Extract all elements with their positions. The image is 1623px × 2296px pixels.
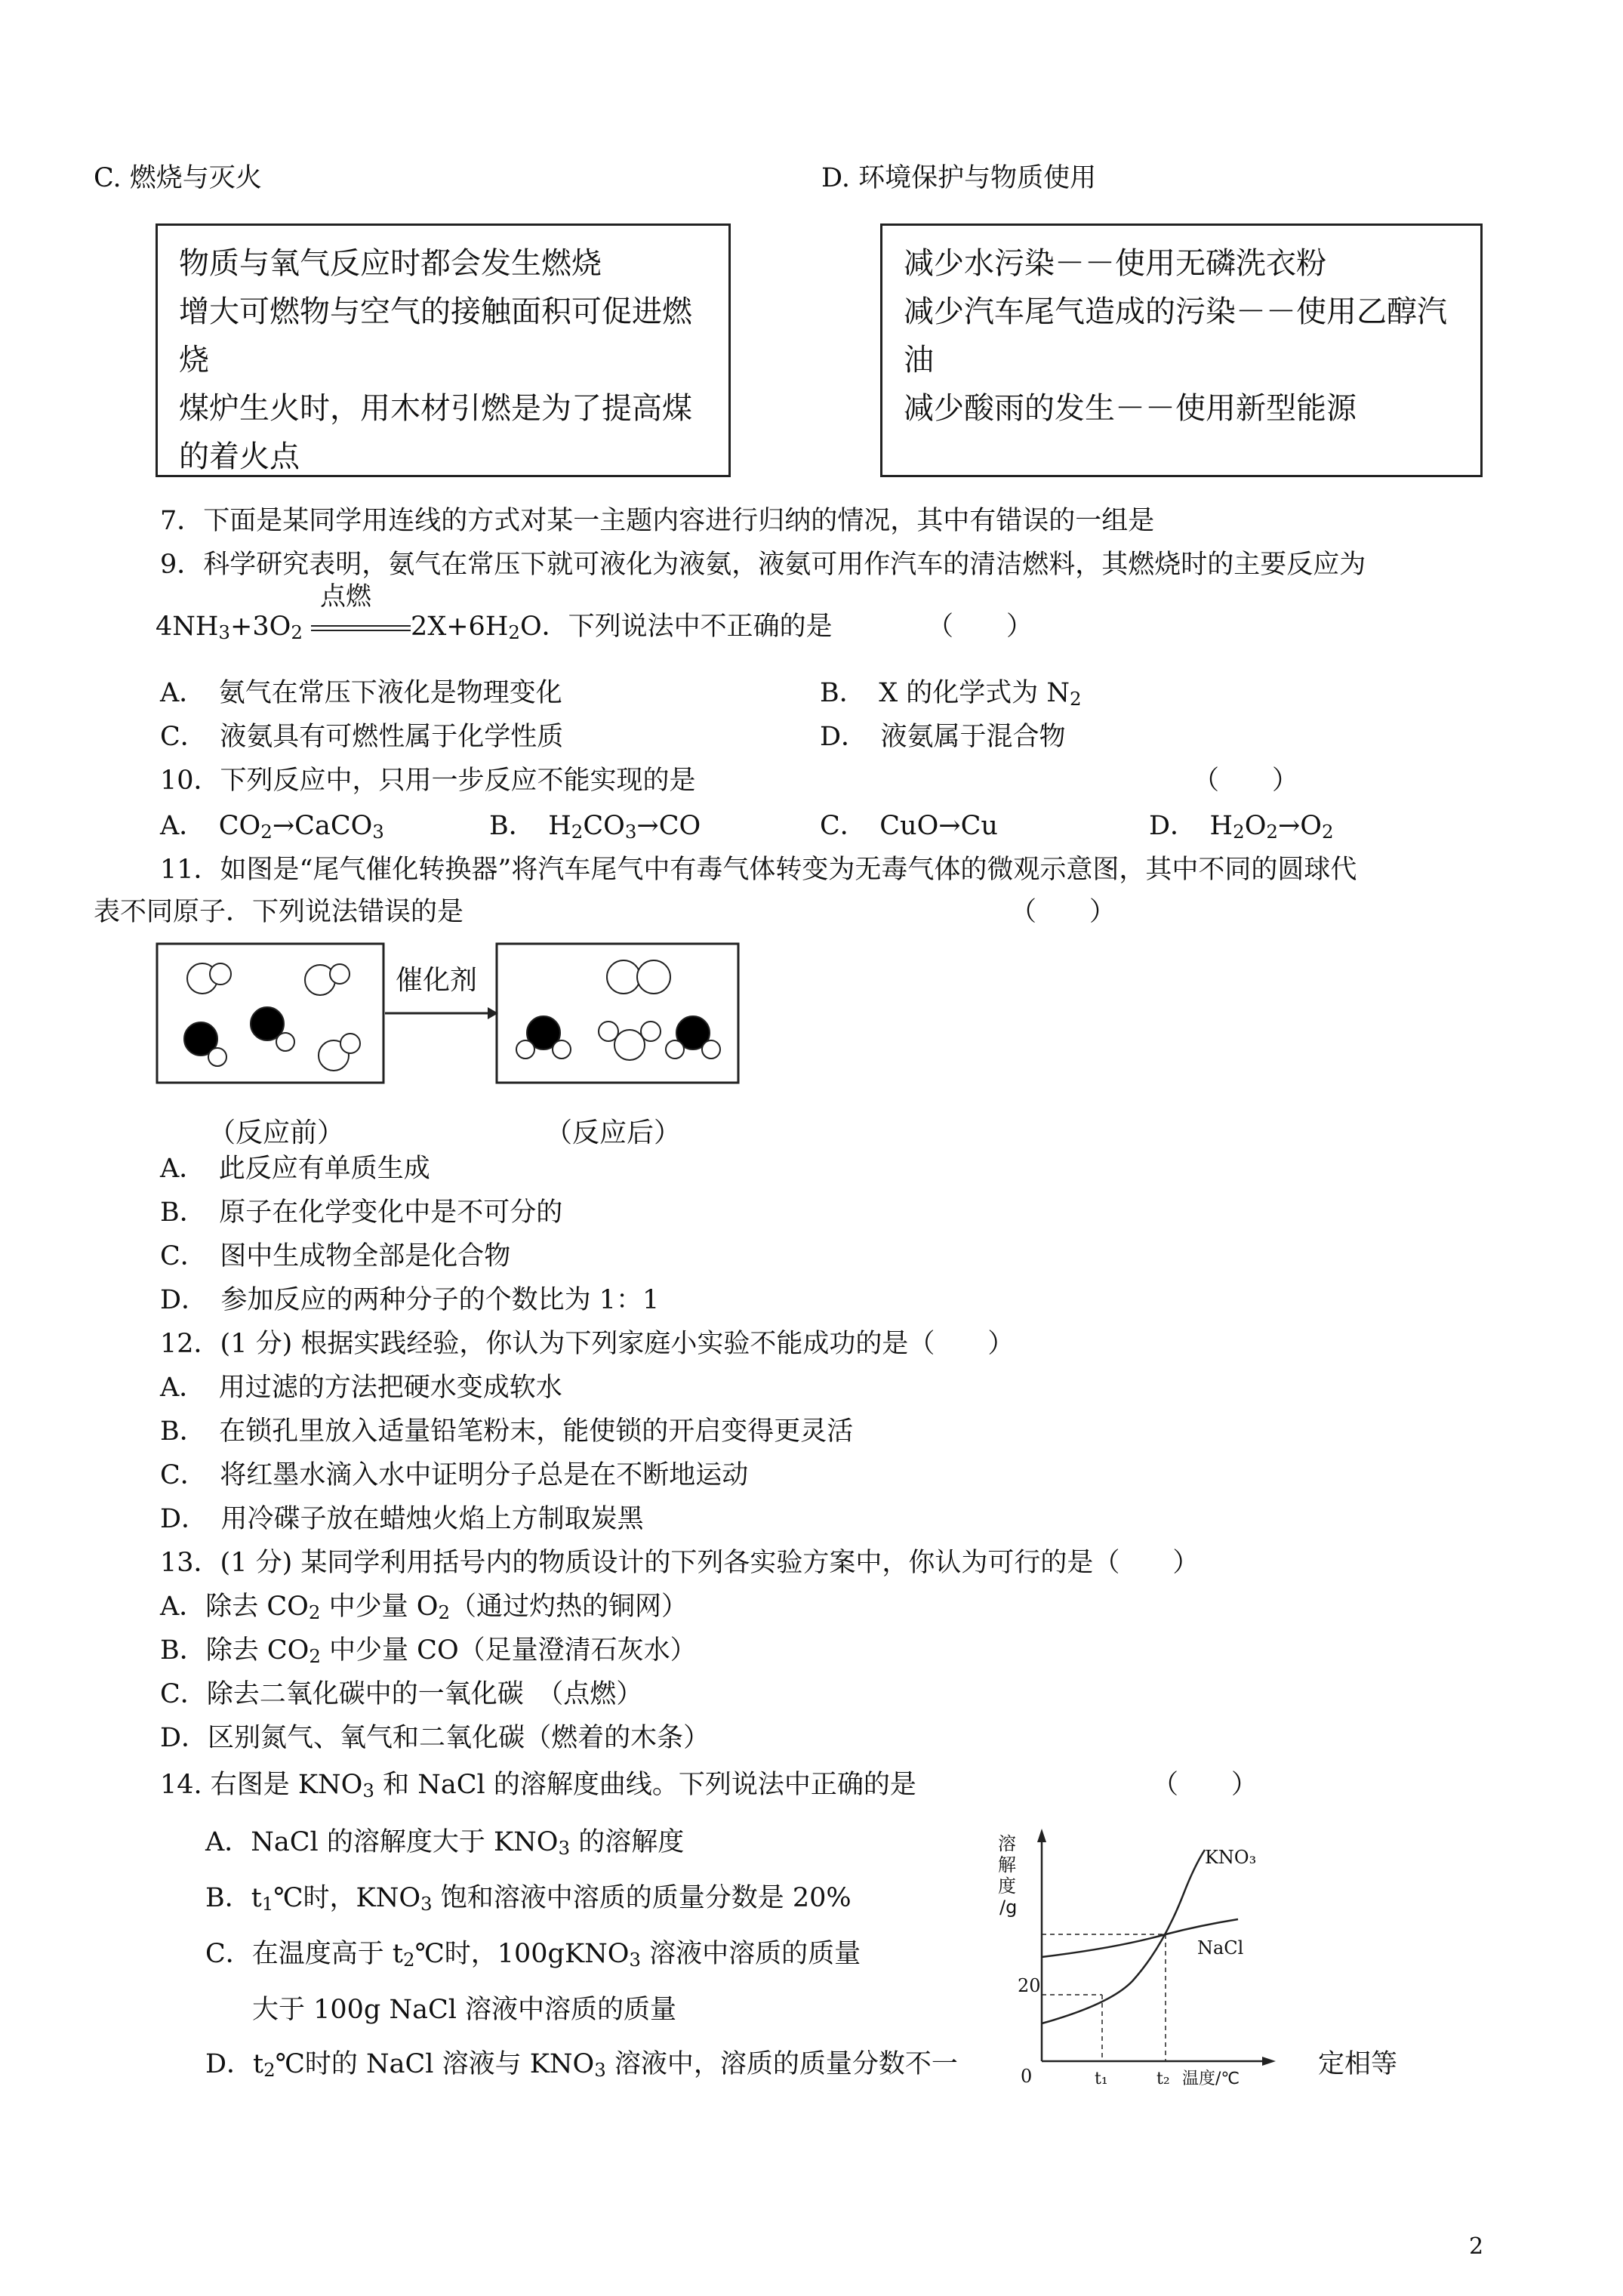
q10-option-c: C． CuO→Cu [820, 811, 998, 841]
kno3-curve [1042, 1850, 1205, 2023]
q11-line-2: 表不同原子．下列说法错误的是 [94, 897, 464, 927]
eq-nh3: 4NH [156, 612, 219, 642]
q14-option-d: D．t2℃时的 NaCl 溶液与 KNO3 溶液中，溶质的质量分数不一 [205, 2049, 958, 2081]
eq-o2: +3O [230, 612, 291, 642]
environment-box [880, 223, 1483, 477]
box-c-line-2: 增大可燃物与空气的接触面积可促进燃烧 [179, 294, 692, 378]
q13-text: 13．(1 分) 某同学利用括号内的物质设计的下列各实验方案中，你认为可行的是（ ） [160, 1548, 1200, 1578]
q10-paren: （ ） [1193, 766, 1299, 796]
box-d-line-1: 减少水污染－－使用无磷洗衣粉 [904, 246, 1326, 281]
q9-option-b-text: B． X 的化学式为 N [820, 678, 1070, 708]
q11-option-c: C． 图中生成物全部是化合物 [160, 1241, 511, 1271]
q14-c-2: ℃时，100gKNO [414, 1939, 630, 1969]
q13-a-3: （通过灼热的铜网） [450, 1592, 688, 1622]
y-tick-20: 20 [1018, 1975, 1041, 1996]
q14-b-1: B．t [205, 1883, 262, 1913]
eq-arrow [311, 581, 411, 643]
q10-b-2: CO [583, 811, 625, 841]
eq-question: O．下列说法中不正确的是 [519, 612, 833, 642]
q12-text: 12．(1 分) 根据实践经验，你认为下列家庭小实验不能成功的是（ ） [160, 1329, 1015, 1359]
q14-a-1: A．NaCl 的溶解度大于 KNO [205, 1827, 559, 1857]
q14-d-2: ℃时的 NaCl 溶液与 KNO [275, 2049, 595, 2079]
q13-option-b: B．除去 CO2 中少量 CO（足量澄清石灰水） [160, 1635, 697, 1667]
q9-option-c: C． 液氨具有可燃性属于化学性质 [160, 722, 564, 752]
q14-c-1: C．在温度高于 t [205, 1939, 403, 1969]
option-c-label: C. 燃烧与灭火 [94, 163, 262, 193]
q10-b-1: B． H [489, 811, 571, 841]
combustion-box [156, 223, 731, 477]
box-c-line-1: 物质与氧气反应时都会发生燃烧 [179, 246, 602, 281]
q14-option-b: B．t1℃时，KNO3 饱和溶液中溶质的质量分数是 20% [205, 1883, 852, 1915]
q13-b-1: B．除去 CO [160, 1635, 310, 1666]
q10-text: 10．下列反应中，只用一步反应不能实现的是 [160, 766, 696, 796]
q9-paren: （ ） [927, 612, 1033, 642]
q14-b-3: 饱和溶液中溶质的质量分数是 20% [432, 1883, 852, 1913]
q14-d-1: D．t [205, 2049, 264, 2079]
y-label-1: 溶 [998, 1833, 1016, 1854]
q14-paren: （ ） [1152, 1770, 1258, 1800]
q14-t-2: 和 NaCl 的溶解度曲线。下列说法中正确的是 [374, 1770, 916, 1800]
q10-option-d: D． H2O2→O2 [1149, 811, 1334, 843]
catalyst-label: 催化剂 [396, 965, 478, 996]
eq-products: 2X+6H [411, 612, 509, 642]
x-tick-t2: t₂ [1156, 2069, 1170, 2088]
q14-c-3: 溶液中溶质的质量 [641, 1939, 861, 1969]
box-d-line-2: 减少汽车尾气造成的污染－－使用乙醇汽油 [904, 294, 1447, 378]
q14-d-3: 溶液中，溶质的质量分数不一 [605, 2049, 958, 2079]
q9-option-a: A． 氨气在常压下液化是物理变化 [160, 678, 562, 708]
q12-option-a: A． 用过滤的方法把硬水变成软水 [160, 1373, 562, 1403]
solubility-chart [981, 1820, 1306, 2099]
y-label-4: /g [999, 1897, 1018, 1918]
option-d-label: D. 环境保护与物质使用 [821, 163, 1097, 193]
eq-condition: 点燃 [320, 581, 372, 612]
x-label: 温度/℃ [1182, 2069, 1240, 2088]
after-molecules [516, 960, 720, 1060]
q12-option-b: B． 在锁孔里放入适量铅笔粉末，能使锁的开启变得更灵活 [160, 1416, 854, 1447]
q12-option-d: D． 用冷碟子放在蜡烛火焰上方制取炭黑 [160, 1504, 644, 1534]
q13-a-2: 中少量 O [320, 1592, 439, 1622]
q12-option-c: C． 将红墨水滴入水中证明分子总是在不断地运动 [160, 1460, 749, 1490]
q10-d-1: D． H [1149, 811, 1233, 841]
before-label: （反应前） [208, 1117, 345, 1148]
y-label-2: 解 [998, 1854, 1016, 1875]
q10-a-2: →CaCO [272, 811, 373, 841]
q9-equation: 4NH3+3O2 点燃 2X+6H2O．下列说法中不正确的是 [156, 581, 833, 643]
q11-option-b: B． 原子在化学变化中是不可分的 [160, 1197, 563, 1228]
page-number: 2 [1469, 2233, 1484, 2260]
q9-option-d: D． 液氨属于混合物 [820, 722, 1066, 752]
q14-option-d-end: 定相等 [1318, 2049, 1398, 2079]
q14-a-2: 的溶解度 [570, 1827, 685, 1857]
q14-text: 14. 右图是 KNO3 和 NaCl 的溶解度曲线。下列说法中正确的是 [160, 1770, 916, 1801]
q10-a-1: A． CO [160, 811, 261, 841]
q7-text: 7．下面是某同学用连线的方式对某一主题内容进行归纳的情况，其中有错误的一组是 [160, 506, 1155, 536]
q13-option-a: A．除去 CO2 中少量 O2（通过灼热的铜网） [160, 1592, 688, 1623]
q13-option-d: D．区别氮气、氧气和二氧化碳（燃着的木条） [160, 1723, 710, 1753]
q9-line-1: 9．科学研究表明，氨气在常压下就可液化为液氨，液氨可用作汽车的清洁燃料，其燃烧时的主要反应为 [160, 550, 1366, 580]
q11-line-1: 11．如图是“尾气催化转换器”将汽车尾气中有毒气体转变为无毒气体的微观示意图，其中不同的圆球代 [160, 855, 1357, 885]
molecule-diagram [156, 942, 744, 1169]
after-label: （反应后） [545, 1117, 682, 1148]
y-label-3: 度 [998, 1875, 1016, 1897]
q9-option-b: B． X 的化学式为 N2 [820, 678, 1082, 710]
q11-paren: （ ） [1010, 897, 1116, 927]
q10-option-a: A． CO2→CaCO3 [160, 811, 384, 843]
q14-option-c: C．在温度高于 t2℃时，100gKNO3 溶液中溶质的质量 [205, 1939, 861, 1971]
q13-b-2: 中少量 CO（足量澄清石灰水） [320, 1635, 697, 1666]
q13-option-c: C．除去二氧化碳中的一氧化碳 （点燃） [160, 1679, 643, 1709]
origin-label: 0 [1021, 2066, 1033, 2087]
before-molecules [184, 963, 360, 1071]
q14-option-c-cont: 大于 100g NaCl 溶液中溶质的质量 [252, 1995, 677, 2025]
q10-option-b: B． H2CO3→CO [489, 811, 701, 843]
q11-option-a: A． 此反应有单质生成 [160, 1154, 430, 1184]
q14-option-a: A．NaCl 的溶解度大于 KNO3 的溶解度 [205, 1827, 685, 1859]
q14-b-2: ℃时，KNO [273, 1883, 421, 1913]
q10-d-2: O [1244, 811, 1267, 841]
q11-option-d: D． 参加反应的两种分子的个数比为 1：1 [160, 1285, 660, 1315]
nacl-label: NaCl [1197, 1937, 1244, 1959]
box-d-line-3: 减少酸雨的发生－－使用新型能源 [904, 391, 1357, 426]
box-c-line-3: 煤炉生火时，用木材引燃是为了提高煤的着火点 [179, 391, 692, 474]
q13-a-1: A．除去 CO [160, 1592, 309, 1622]
q10-b-3: →CO [636, 811, 701, 841]
kno3-label: KNO₃ [1205, 1847, 1257, 1868]
x-tick-t1: t₁ [1095, 2069, 1108, 2088]
q10-d-3: →O [1277, 811, 1323, 841]
q14-t-1: 14. 右图是 KNO [160, 1770, 363, 1800]
